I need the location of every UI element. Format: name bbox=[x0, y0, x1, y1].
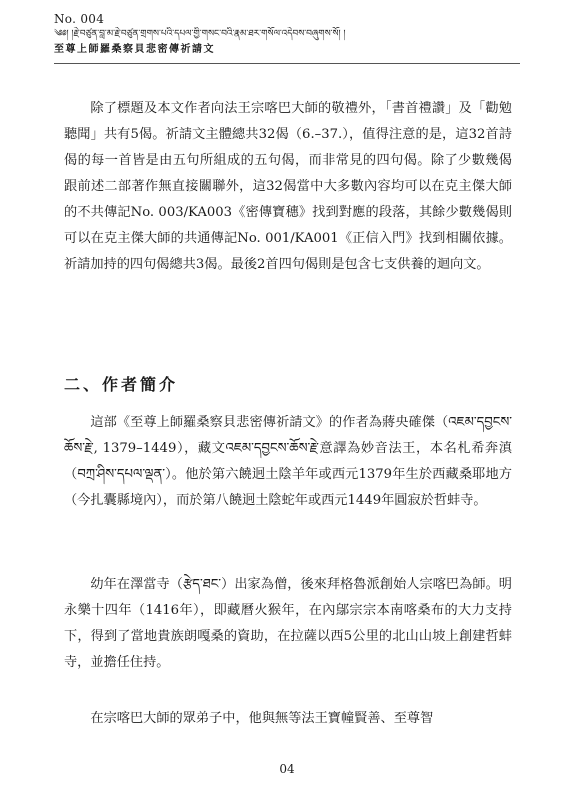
document-number: No. 004 bbox=[54, 12, 105, 26]
body-paragraph-disciples bbox=[64, 706, 512, 732]
paragraph-text: 幼年在澤當寺（རྩེད་ཐང་）出家為僧，後來拜格魯派創始人宗喀巴為師。明永樂十四年（1416年），即藏曆火猴年，在內鄔宗宗本南喀桑布的大力支持下，得到了當地貴族朗嘎桑的資助，在拉薩以西5公里的北山山坡上創建哲蚌寺，並擔任住持。 bbox=[64, 577, 512, 670]
paragraph-text: 這部《至尊上師羅桑察貝悲密傳祈請文》的作者為蔣央確傑（འཇམ་དབྱངས་ཆོས་རྗེ་, 1379–1449），藏文འཇམ་དབྱངས་ཆོས་རྗེ་意譯為妙音法王，本名札希奔滇（བཀྲ་ཤིས་དཔལ་ལྡན་）。他於第六饒迥土陰羊年或西元1379年生於西藏桑耶地方（今扎囊縣境內），而於第八饒迥土陰蛇年或西元1449年圓寂於哲蚌寺。 bbox=[64, 415, 512, 508]
section-heading: 二、作者簡介 bbox=[64, 375, 179, 394]
running-header bbox=[54, 12, 544, 58]
body-paragraph-early-life bbox=[64, 572, 512, 676]
header-divider bbox=[54, 63, 520, 64]
body-paragraph-author bbox=[64, 410, 512, 514]
paragraph-text: 在宗喀巴大師的眾弟子中，他與無等法王寶幢賢善、至尊智 bbox=[90, 711, 434, 726]
paragraph-text: 除了標題及本文作者向法王宗喀巴大師的敬禮外，「書首禮讚」及「勸勉聽聞」共有5偈。祈請文主體總共32偈（6.–37.），值得注意的是，這32首詩偈的每一首皆是由五句所組成的五句偈，而非常見的四句偈。除了少數幾偈跟前述二部著作無直接關聯外，這32偈當中大多數內容均可以在克主傑大師的不共傳記No. 003/KA003《密傳寶穗》找到對應的段落，其餘少數幾偈則可以在克主傑大師的共通傳記No. 001/KA001《正信入門》找到相關依據。祈請加持的四句偈總共3偈。最後2首四句偈則是包含七支供養的迴向文。 bbox=[64, 101, 512, 272]
page-number: 04 bbox=[279, 762, 295, 776]
chinese-title: 至尊上師羅桑察貝悲密傳祈請文 bbox=[54, 44, 215, 55]
tibetan-title: ༄༅། །རྗེ་བཙུན་བླ་མ་རྗེ་བཙུན་གྲགས་པའི་དཔལ་གྱི་གསང་བའི་རྣམ་ཐར་གསོལ་འདེབས་བཞུགས་སོ། ། bbox=[54, 29, 346, 39]
body-paragraph-intro bbox=[64, 96, 512, 278]
